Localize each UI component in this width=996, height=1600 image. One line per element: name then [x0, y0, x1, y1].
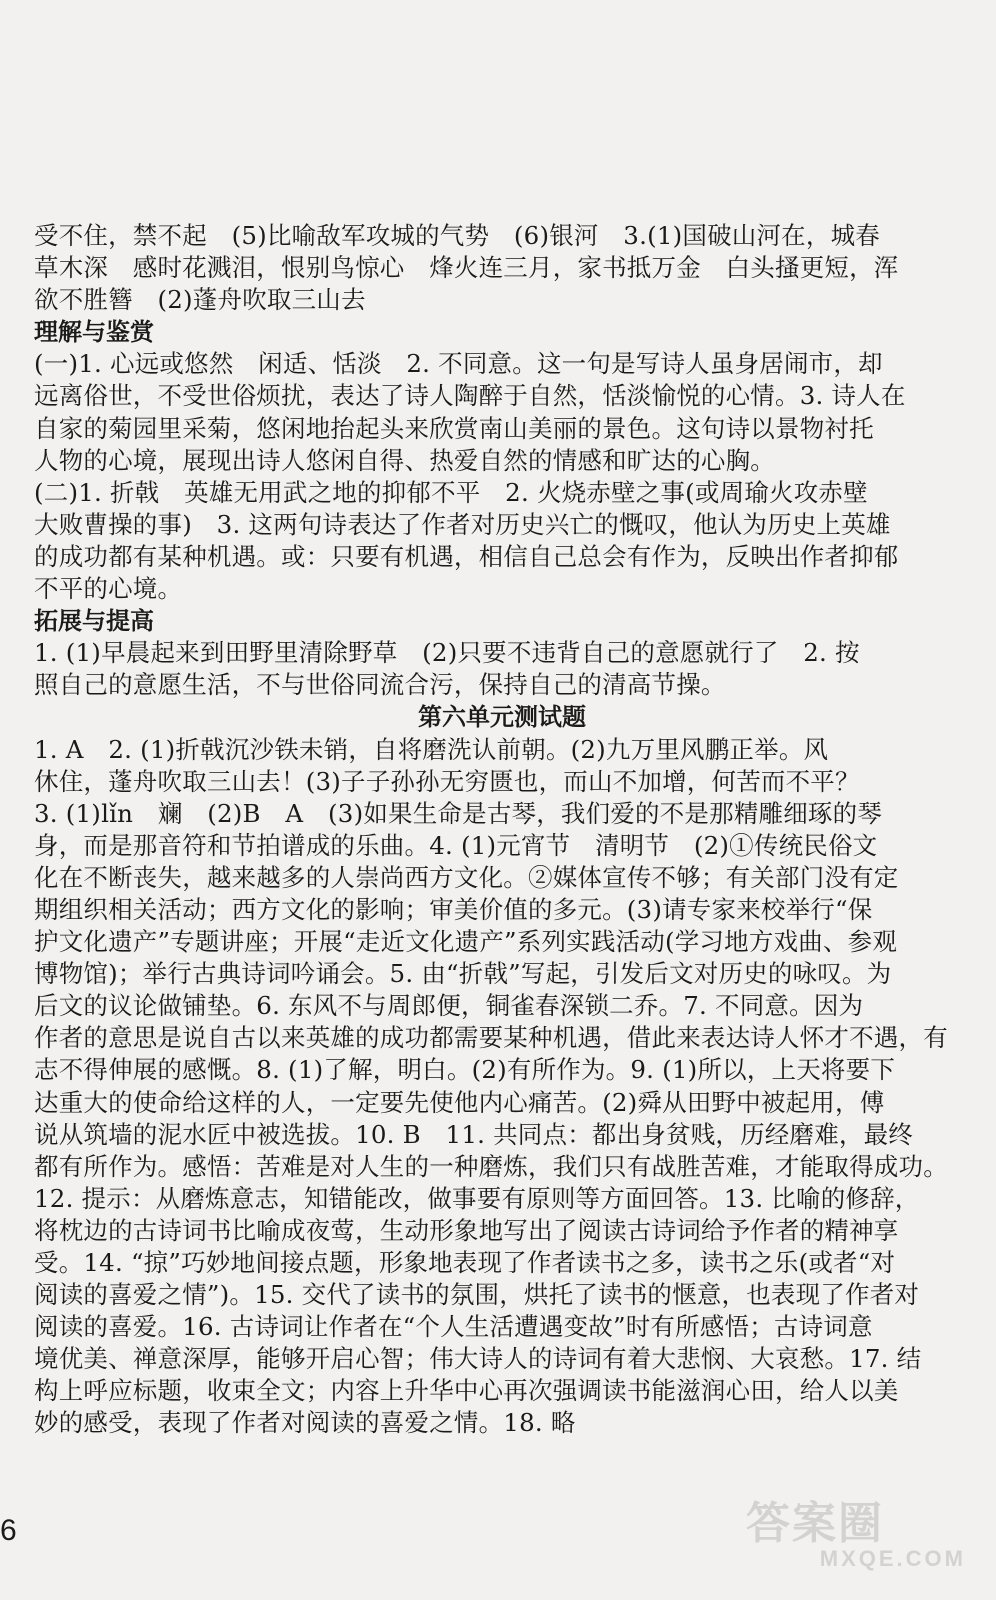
answer-text-line: 人物的心境，展现出诗人悠闲自得、热爱自然的情感和旷达的心胸。: [34, 445, 775, 475]
answer-text-line: 12. 提示：从磨炼意志，知错能改，做事要有原则等方面回答。13. 比喻的修辞，: [34, 1183, 920, 1213]
watermark-url-text: MXQE.COM: [819, 1546, 966, 1571]
answer-text-line: 期组织相关活动；西方文化的影响；审美价值的多元。(3)请专家来校举行“保: [34, 894, 873, 924]
answer-page-body: [34, 220, 970, 1440]
answer-text-line: 说从筑墙的泥水匠中被选拔。10. B 11. 共同点：都出身贫贱，历经磨难，最终: [34, 1119, 914, 1149]
answer-text-line: 阅读的喜爱之情”)。15. 交代了读书的氛围，烘托了读书的惬意，也表现了作者对: [34, 1280, 920, 1310]
answer-text-line: (二)1. 折戟 英雄无用武之地的抑郁不平 2. 火烧赤壁之事(或周瑜火攻赤壁: [34, 477, 868, 507]
answer-text-line: 志不得伸展的感慨。8. (1)了解，明白。(2)有所作为。9. (1)所以，上天将要下: [34, 1055, 896, 1085]
answer-text-line: 作者的意思是说自古以来英雄的成功都需要某种机遇，借此来表达诗人怀才不遇，有: [34, 1023, 948, 1053]
page-number: 6: [0, 1514, 17, 1547]
answer-text-line: 草木深 感时花溅泪，恨别鸟惊心 烽火连三月，家书抵万金 白头搔更短，浑: [34, 253, 899, 283]
answer-text-line: (一)1. 心远或悠然 闲适、恬淡 2. 不同意。这一句是写诗人虽身居闹市，却: [34, 349, 883, 379]
watermark-logo-text: 答案圈: [746, 1498, 884, 1549]
answer-text-line: 1. (1)早晨起来到田野里清除野草 (2)只要不违背自己的意愿就行了 2. 按: [34, 638, 860, 668]
answer-text-line: 不平的心境。: [34, 574, 183, 604]
answer-text-line: 博物馆)；举行古典诗词吟诵会。5. 由“折戟”写起，引发后文对历史的咏叹。为: [34, 959, 892, 989]
answer-text-line: 1. A 2. (1)折戟沉沙铁未销，自将磨洗认前朝。(2)九万里风鹏正举。风: [34, 734, 829, 764]
answer-text-line: 构上呼应标题，收束全文；内容上升华中心再次强调读书能滋润心田，给人以美: [34, 1376, 899, 1406]
answer-text-line: 都有所作为。感悟：苦难是对人生的一种磨炼，我们只有战胜苦难，才能取得成功。: [34, 1151, 948, 1181]
answer-text-line: 后文的议论做铺垫。6. 东风不与周郎便，铜雀春深锁二乔。7. 不同意。因为: [34, 991, 864, 1021]
section-heading: 理解与鉴赏: [34, 318, 154, 347]
site-watermark: [746, 1498, 976, 1572]
answer-text-line: 照自己的意愿生活，不与世俗同流合污，保持自己的清高节操。: [34, 670, 726, 700]
answer-text-line: 阅读的喜爱。16. 古诗词让作者在“个人生活遭遇变故”时有所感悟；古诗词意: [34, 1312, 873, 1342]
answer-text-line: 化在不断丧失，越来越多的人崇尚西方文化。②媒体宣传不够；有关部门没有定: [34, 862, 899, 892]
answer-text-line: 的成功都有某种机遇。或：只要有机遇，相信自己总会有作为，反映出作者抑郁: [34, 541, 899, 571]
unit-test-title: 第六单元测试题: [418, 703, 586, 732]
answer-text-line: 妙的感受，表现了作者对阅读的喜爱之情。18. 略: [34, 1408, 576, 1438]
section-heading: 拓展与提高: [34, 607, 154, 636]
answer-text-line: 受不住，禁不起 (5)比喻敌军攻城的气势 (6)银河 3.(1)国破山河在，城春: [34, 221, 880, 250]
answer-text-line: 大败曹操的事) 3. 这两句诗表达了作者对历史兴亡的慨叹，他认为历史上英雄: [34, 509, 891, 539]
answer-text-line: 3. (1)lǐn 斓 (2)B A (3)如果生命是古琴，我们爱的不是那精雕细琢的琴: [34, 798, 883, 828]
answer-text-line: 身，而是那音符和节拍谱成的乐曲。4. (1)元宵节 清明节 (2)①传统民俗文: [34, 830, 878, 860]
answer-text-line: 达重大的使命给这样的人，一定要先使他内心痛苦。(2)舜从田野中被起用，傅: [34, 1087, 885, 1117]
answer-text-line: 休住，蓬舟吹取三山去！(3)子子孙孙无穷匮也，而山不加增，何苦而不平？: [34, 766, 860, 796]
answer-text-line: 欲不胜簪 (2)蓬舟吹取三山去: [34, 285, 366, 315]
answer-text-line: 护文化遗产”专题讲座；开展“走近文化遗产”系列实践活动(学习地方戏曲、参观: [34, 927, 898, 957]
answer-text-line: 境优美、禅意深厚，能够开启心智；伟大诗人的诗词有着大悲悯、大哀愁。17. 结: [34, 1344, 922, 1374]
answer-text-line: 远离俗世，不受世俗烦扰，表达了诗人陶醉于自然，恬淡愉悦的心情。3. 诗人在: [34, 381, 906, 411]
answer-text-line: 自家的菊园里采菊，悠闲地抬起头来欣赏南山美丽的景色。这句诗以景物衬托: [34, 413, 874, 443]
answer-text-line: 将枕边的古诗词书比喻成夜莺，生动形象地写出了阅读古诗词给予作者的精神享: [34, 1215, 899, 1245]
answer-text-line: 受。14. “掠”巧妙地间接点题，形象地表现了作者读书之多，读书之乐(或者“对: [34, 1248, 896, 1277]
